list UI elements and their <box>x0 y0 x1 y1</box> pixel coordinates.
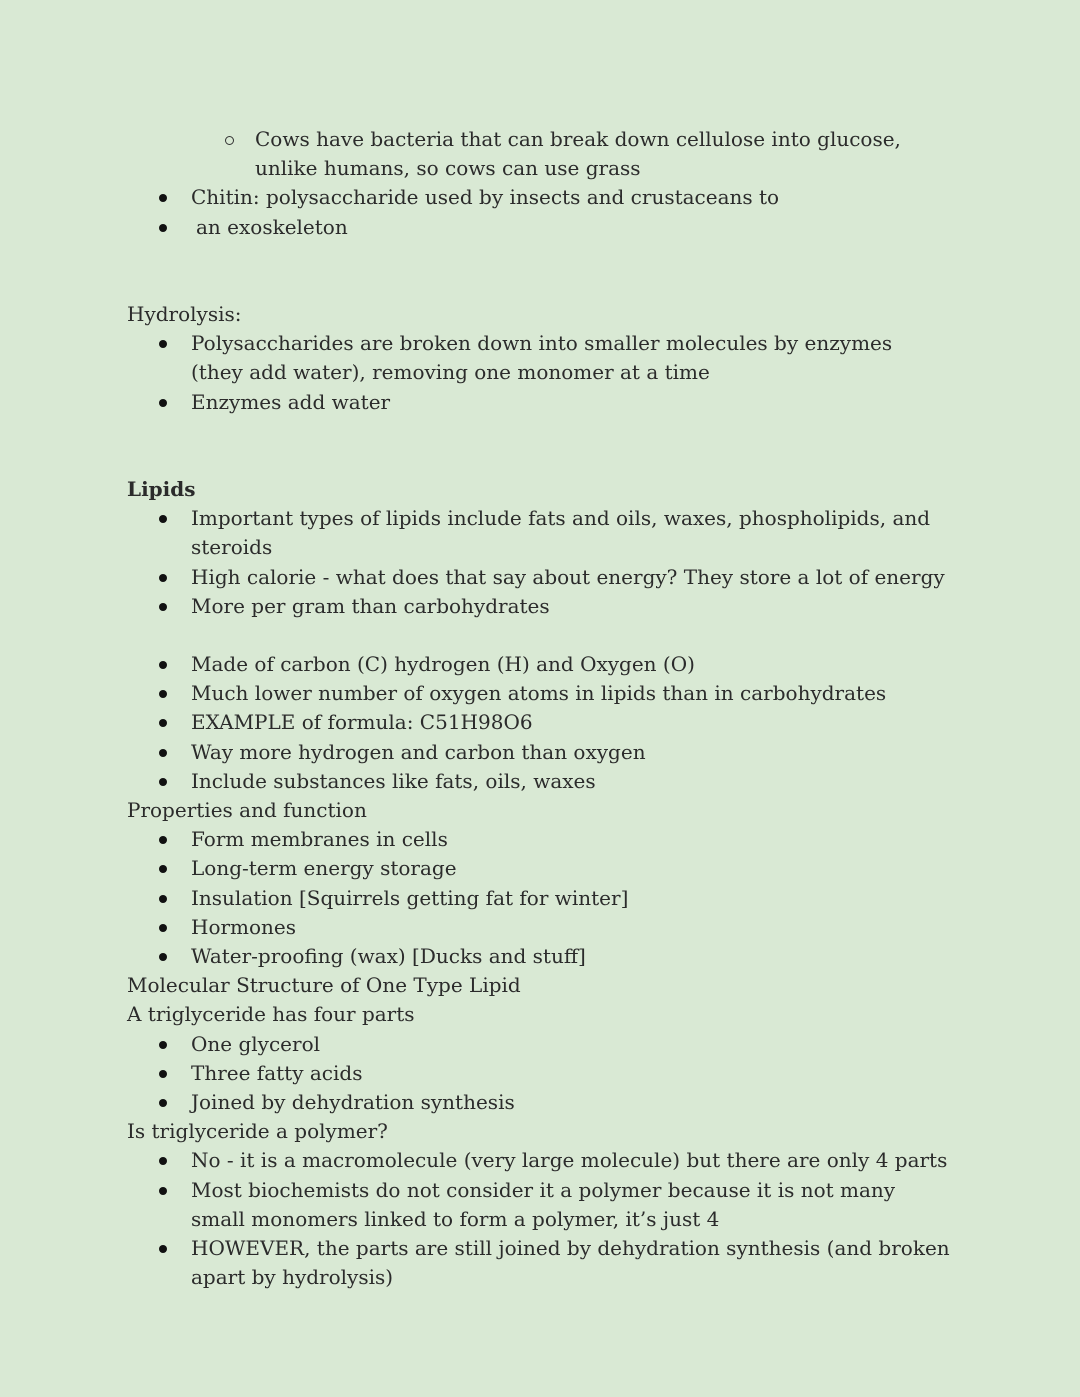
list-item: High calorie - what does that say about energy? They store a lot of energy <box>127 563 967 592</box>
list-item: Enzymes add water <box>127 388 967 417</box>
bullet-icon <box>159 690 167 698</box>
bullet-icon <box>159 1157 167 1165</box>
bullet-icon <box>159 224 167 232</box>
bullet-icon <box>159 515 167 523</box>
cellulose-section <box>127 125 967 242</box>
bullet-icon <box>159 749 167 757</box>
lipids-heading: Lipids <box>127 477 196 501</box>
bullet-icon <box>159 1187 167 1195</box>
properties-heading: Properties and function <box>127 798 367 823</box>
hollow-bullet-icon <box>225 136 234 145</box>
bullet-icon <box>159 1245 167 1253</box>
structure-heading: Molecular Structure of One Type Lipid <box>127 973 521 998</box>
bullet-icon <box>159 924 167 932</box>
list-item: Form membranes in cells <box>127 825 967 854</box>
cellulose-list <box>127 125 967 242</box>
list-item: One glycerol <box>127 1030 967 1059</box>
bullet-icon <box>159 661 167 669</box>
list-item: Cows have bacteria that can break down cellulose into glucose, unlike humans, so cows can use grass <box>127 125 905 183</box>
bullet-icon <box>159 865 167 873</box>
list-item: Insulation [Squirrels getting fat for winter] <box>127 884 967 913</box>
bullet-icon <box>159 719 167 727</box>
bullet-icon <box>159 194 167 202</box>
bullet-icon <box>159 836 167 844</box>
hydrolysis-section <box>127 300 967 417</box>
list-item: HOWEVER, the parts are still joined by dehydration synthesis (and broken apart by hydrolysis) <box>127 1234 961 1292</box>
bullet-icon <box>159 399 167 407</box>
bullet-icon <box>159 778 167 786</box>
bullet-icon <box>159 953 167 961</box>
lipids-intro-list <box>127 504 967 621</box>
list-item: Important types of lipids include fats and oils, waxes, phospholipids, and steroids <box>127 504 967 562</box>
bullet-icon <box>159 1041 167 1049</box>
structure-list <box>127 1030 967 1118</box>
list-item: No - it is a macromolecule (very large molecule) but there are only 4 parts <box>127 1146 967 1175</box>
list-item: Made of carbon (C) hydrogen (H) and Oxygen (O) <box>127 650 967 679</box>
bullet-icon <box>159 895 167 903</box>
properties-list <box>127 825 967 971</box>
lipids-section <box>127 475 967 1292</box>
list-item: Most biochemists do not consider it a polymer because it is not many small monomers linked to form a polymer, it’s just 4 <box>127 1176 911 1234</box>
list-item: an exoskeleton <box>127 213 967 242</box>
spacer <box>127 621 967 650</box>
list-item: Much lower number of oxygen atoms in lipids than in carbohydrates <box>127 679 967 708</box>
bullet-icon <box>159 1099 167 1107</box>
structure-subheading: A triglyceride has four parts <box>127 1002 415 1027</box>
list-item: More per gram than carbohydrates <box>127 592 967 621</box>
list-item: Long-term energy storage <box>127 854 967 883</box>
list-item: Three fatty acids <box>127 1059 967 1088</box>
polymer-question-heading: Is triglyceride a polymer? <box>127 1119 388 1144</box>
hydrolysis-list <box>127 329 967 417</box>
list-item: Polysaccharides are broken down into smaller molecules by enzymes (they add water), removing one monomer at a time <box>127 329 936 387</box>
bullet-icon <box>159 340 167 348</box>
list-item: Include substances like fats, oils, waxes <box>127 767 967 796</box>
list-item: EXAMPLE of formula: C51H98O6 <box>127 708 967 737</box>
lipids-composition-list <box>127 650 967 796</box>
bullet-icon <box>159 1070 167 1078</box>
list-item: Joined by dehydration synthesis <box>127 1088 967 1117</box>
list-item: Way more hydrogen and carbon than oxygen <box>127 738 967 767</box>
bullet-icon <box>159 603 167 611</box>
list-item: Hormones <box>127 913 967 942</box>
list-item: Water-proofing (wax) [Ducks and stuff] <box>127 942 967 971</box>
hydrolysis-heading: Hydrolysis: <box>127 302 242 326</box>
bullet-icon <box>159 574 167 582</box>
list-item: Chitin: polysaccharide used by insects and crustaceans to <box>127 183 967 212</box>
polymer-question-list <box>127 1146 967 1292</box>
